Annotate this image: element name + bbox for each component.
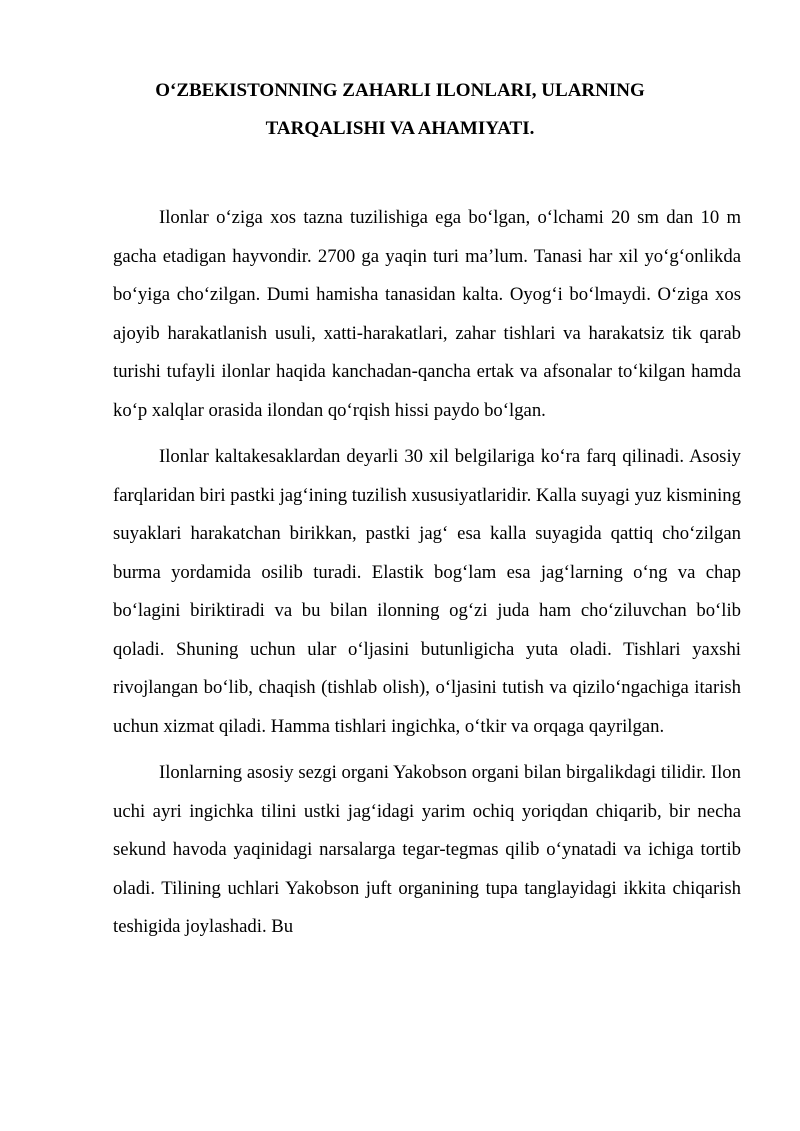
paragraph-1: Ilonlar o‘ziga xos tazna tuzilishiga ega bo‘lgan, o‘lchami 20 sm dan 10 m gacha etadigan hayvondir. 2700 ga yaqin turi ma’lum. Tanasi har xil yo‘g‘onlikda bo‘yiga cho‘zilgan. Dumi hamisha tanasidan kalta. Oyog‘i bo‘lmaydi. O‘ziga xos ajoyib harakatlanish usuli, xatti-harakatlari, zahar tishlari va harakatsiz tik qarab turishi tufayli ilonlar haqida kanchadan-qancha ertak va afsonalar to‘kilgan hamda ko‘p xalqlar orasida ilondan qo‘rqish hissi paydo bo‘lgan. bbox=[113, 207, 741, 421]
paragraph-2: Ilonlar kaltakesaklardan deyarli 30 xil belgilariga ko‘ra farq qilinadi. Asosiy farqlaridan biri pastki jag‘ining tuzilish xususiyatlaridir. Kalla suyagi yuz kismining suyaklari harakatchan birikkan, pastki jag‘ esa kalla suyagida qattiq cho‘zilgan burma yordamida osilib turadi. Elastik bog‘lam esa jag‘larning o‘ng va chap bo‘lagini biriktiradi va bu bilan ilonning og‘zi juda ham cho‘ziluvchan bo‘lib qoladi. Shuning uchun ular o‘ljasini butunligicha yuta oladi. Tishlari yaxshi rivojlangan bo‘lib, chaqish (tishlab olish), o‘ljasini tutish va qizilo‘ngachiga itarish uchun xizmat qiladi. Hamma tishlari ingichka, o‘tkir va orqaga qayrilgan. bbox=[113, 446, 741, 737]
title-line-1: O‘ZBEKISTONNING ZAHARLI ILONLARI, ULARNING bbox=[155, 80, 645, 101]
page-title bbox=[100, 72, 700, 148]
title-line-2: TARQALISHI VA AHAMIYATI. bbox=[265, 118, 535, 139]
document-body bbox=[113, 199, 741, 955]
paragraph-3: Ilonlarning asosiy sezgi organi Yakobson organi bilan birgalikdagi tilidir. Ilon uchi ayri ingichka tilini ustki jag‘idagi yarim ochiq yoriqdan chiqarib, bir necha sekund havoda yaqinidagi narsalarga tegar-tegmas qilib o‘ynatadi va ichiga tortib oladi. Tilining uchlari Yakobson juft organining tupa tanglayidagi ikkita chiqarish teshigida joylashadi. Bu bbox=[113, 762, 741, 937]
